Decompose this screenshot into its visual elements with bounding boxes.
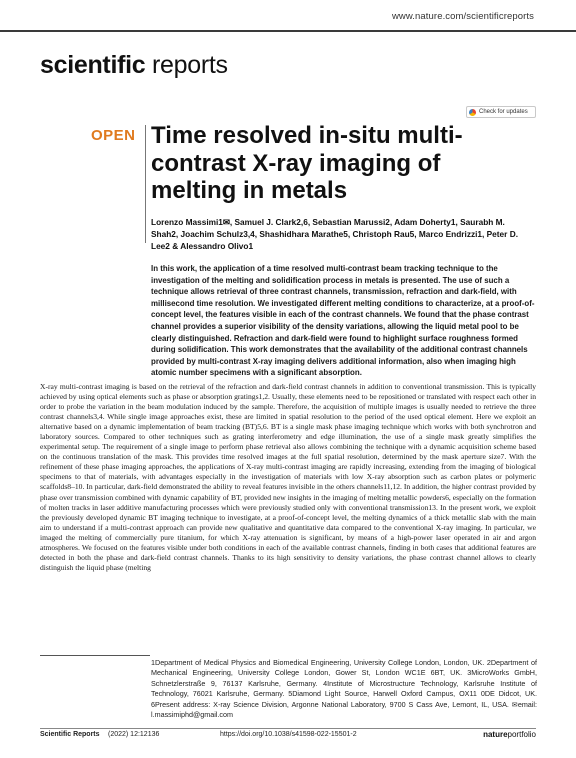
body-text bbox=[40, 382, 536, 573]
publisher-logo bbox=[483, 730, 536, 739]
logo-bold-text: scientific bbox=[40, 51, 146, 79]
journal-url[interactable]: www.nature.com/scientificreports bbox=[391, 11, 534, 22]
author-list: Lorenzo Massimi1✉, Samuel J. Clark2,6, Sebastian Marussi2, Adam Doherty1, Saurabh M. Shah2, Joachim Schulz3,4, Shashidhara Marathe5, Christoph Rau5, Marco Endrizzi1, Peter D. Lee2 & Alessandro Olivo1 bbox=[151, 217, 519, 251]
footer-doi[interactable]: https://doi.org/10.1038/s41598-022-15501-2 bbox=[220, 731, 357, 738]
body-paragraph: X-ray multi-contrast imaging is based on the retrieval of the refraction and dark-field contrast channels in addition to conventional transmission. This is typically achieved by using optical elements such as phase or absorption gratings1,2. Usually, these elements need to be repositioned or translated with respect each other in order to probe the variation in the beam modulation induced by the sample. Therefore, the acquisition of multiple images is usually needed to retrieve the three contrast channels3,4. While single image approaches exist, these are limited in spatial resolution to the period of the used optical element. Here we exploit an alternative based on a dynamic implementation of beam tracking (BT)5,6. BT is a single mask phase imaging technique which works with both synchrotron and laboratory sources. Compared to other techniques such as grating interferometry and edge illumination, the use of a single mask greatly simplifies the experimental setup. The requirement of a single image to perform phase retrieval also allows combining the technique with a dynamic acquisition scheme based on the continuous translation of the mask. This provides time resolved images at the full spatial resolution, determined by the mask aperture size7. With the refinement of these phase imaging approaches, the applications of X-ray multi-contrast imaging are rapidly increasing, extending from the imaging of biological specimens to that of materials, with advantages especially in the investigation of materials with low X-ray absorption such as carbon plates or polymeric scaffolds8–10. In particular, dark-field demonstrated the ability to reveal features invisible in the others channels11,12. In addition, the higher contrast provided by phase over transmission combined with dynamic capability of BT, provided new insights in the imaging of melting metallic powders6, especially on the formation of molten tracks in laser additive manufacturing processes which were previously studied only with conventional transmission13. In the present work, we exploit the previously developed dynamic BT imaging technique to investigate, at a proof-of-concept level, the melting dynamics of a thick metallic slab with the main aim to understand if a multi-contrast approach can provide new qualitative and quantitative data compared to the conventional X-ray imaging. In particular, we imaged the melting of commercially pure titanium, for which X-ray attenuation is significant, by means of a high-power laser operated in air and argon atmospheres. We focused on the features visible under both conditions in each of the available contrast channels, finding in both cases that additional features are detected in both the phase and dark-field contrast channels. Thanks to its high sensitivity to density variations, the phase contrast channel allows to clearly distinguish the liquid phase (melting bbox=[40, 382, 536, 572]
footnote-divider bbox=[40, 655, 150, 656]
article-title: Time resolved in-situ multi-contrast X-ray imaging of melting in metals bbox=[151, 122, 463, 204]
affiliations: 1Department of Medical Physics and Biomedical Engineering, University College London, London, UK. 2Department of Mechanical Engineering, University College London, Gower St, London WC1E 6BT, UK. 3MicroWorks GmbH, Schnetzlerstraße 9, 76137 Karlsruhe, Germany. 4Institute of Microstructure Technology, Karlsruhe Institute of Technology, 76021 Karlsruhe, Germany. 5Diamond Light Source, Harwell Oxford Campus, OX11 0DE Didcot, UK. 6Present address: X-ray Science Division, Argonne National Laboratory, 9700 S Cass Ave, Lemont, IL, USA. ✉email: l.massimiphd@gmail.com bbox=[151, 658, 537, 720]
crossmark-icon bbox=[469, 109, 476, 116]
footer-issue: (2022) 12:12136 bbox=[108, 731, 160, 738]
logo-light-text: reports bbox=[145, 51, 228, 79]
header-divider bbox=[0, 30, 576, 32]
footer-divider bbox=[40, 728, 536, 729]
journal-logo[interactable] bbox=[40, 51, 228, 80]
publisher-bold: nature bbox=[483, 730, 508, 739]
title-divider bbox=[145, 125, 146, 243]
footer-journal: Scientific Reports bbox=[40, 731, 100, 738]
top-bar bbox=[0, 0, 576, 30]
check-updates-label: Check for updates bbox=[479, 109, 528, 115]
abstract: In this work, the application of a time resolved multi-contrast beam tracking technique to the investigation of the melting and solidification process in metals is presented. The use of such a technique allows retrieval of three contrast channels, transmission, refraction and dark-field, with millisecond time resolution. We investigated different melting conditions to characterize, at a proof-of-concept level, the features visible in each of the contrast channels. We found that the phase contrast channel provides a superior visibility of the density variations, allowing the liquid metal pool to be clearly distinguished. Refraction and dark-field were found to highlight surface roughness formed during solidification. This work demonstrates that the availability of the additional contrast channels provided by multi-contrast X-ray imaging delivers additional information, also when imaging high atomic number specimens with a significant absorption. bbox=[151, 264, 535, 378]
check-updates-button[interactable] bbox=[466, 106, 536, 118]
publisher-light: portfolio bbox=[507, 730, 536, 739]
open-access-label: OPEN bbox=[91, 127, 136, 144]
